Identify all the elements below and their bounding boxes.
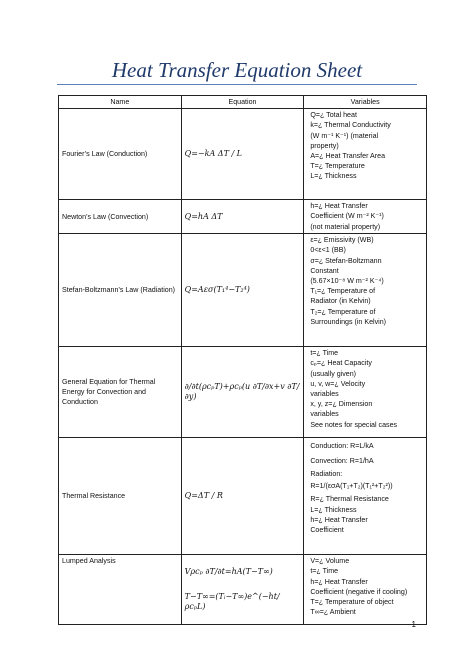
row-equation	[181, 555, 304, 625]
row-equation: Q=hA ΔT	[181, 200, 304, 234]
var-line: Convection: R=1/hA	[310, 457, 374, 466]
var-line: variables	[310, 410, 339, 419]
row-variables	[304, 555, 427, 625]
row-equation: Q=ΔT / R	[181, 438, 304, 555]
var-line: Coefficient (W m⁻² K⁻¹)	[310, 212, 384, 221]
page-title: Heat Transfer Equation Sheet	[111, 58, 363, 82]
var-line: Coefficient (negative if cooling)	[310, 587, 408, 596]
var-line: T=¿ Temperature of object	[310, 598, 394, 607]
var-line: T∞=¿ Ambient	[310, 608, 356, 617]
var-line: L=¿ Thickness	[310, 505, 357, 514]
var-line: A=¿ Heat Transfer Area	[310, 152, 386, 161]
table-row	[59, 234, 427, 347]
lumped-equation-1: Vρcₚ ∂T/∂t=hA(T−T∞)	[184, 567, 273, 577]
row-equation: Q=Aεσ(T₁⁴−T₂⁴)	[181, 234, 304, 347]
table-row	[59, 347, 427, 438]
var-line: Radiator (in Kelvin)	[310, 297, 371, 306]
var-line: (not material property)	[310, 222, 381, 231]
row-name: General Equation for Thermal Energy for Convection and Conduction	[59, 347, 182, 438]
var-line: Constant	[310, 266, 339, 275]
var-line: x, y, z=¿ Dimension	[310, 400, 373, 409]
var-line: t=¿ Time	[310, 567, 339, 576]
row-name: Lumped Analysis	[59, 555, 182, 625]
row-variables	[304, 438, 427, 555]
var-line: h=¿ Heat Transfer	[310, 202, 368, 211]
var-line: variables	[310, 390, 339, 399]
var-line: V=¿ Volume	[310, 557, 350, 566]
lumped-equation-2: T−T∞=(Tᵢ−T∞)e^(−ht/ρcₚL)	[184, 591, 280, 611]
row-equation: Q=−kA ΔT / L	[181, 109, 304, 200]
table-row	[59, 438, 427, 555]
row-name: Stefan-Boltzmann’s Law (Radiation)	[59, 234, 182, 347]
var-line: R=¿ Thermal Resistance	[310, 495, 389, 504]
var-line: R=1/(εσA(T₁+T₂)(T₁²+T₂²))	[310, 482, 393, 491]
var-line: L=¿ Thickness	[310, 172, 357, 181]
row-name: Fourier’s Law (Conduction)	[59, 109, 182, 200]
table-row	[59, 200, 427, 234]
var-line: (5.67×10⁻⁸ W m⁻² K⁻⁴)	[310, 277, 384, 286]
header-equation: Equation	[181, 96, 304, 109]
table-row	[59, 555, 427, 625]
var-line: 0<ε<1 (BB)	[310, 246, 346, 255]
table-row	[59, 109, 427, 200]
var-line: ε=¿ Emissivity (WB)	[310, 236, 374, 245]
row-variables	[304, 234, 427, 347]
var-line: (usually given)	[310, 369, 357, 378]
header-name: Name	[59, 96, 182, 109]
title-underline	[57, 84, 417, 85]
var-line: T=¿ Temperature	[310, 162, 365, 171]
var-line: T₂=¿ Temperature of	[310, 307, 376, 316]
var-line: Radiation:	[310, 470, 343, 479]
header-variables: Variables	[304, 96, 427, 109]
row-name: Thermal Resistance	[59, 438, 182, 555]
var-line: Q=¿ Total heat	[310, 111, 357, 120]
var-line: Surroundings (in Kelvin)	[310, 317, 387, 326]
var-line: cₚ=¿ Heat Capacity	[310, 359, 372, 368]
var-line: (W m⁻¹ K⁻¹) (material	[310, 131, 379, 140]
page-number: 1	[411, 620, 416, 629]
var-line: T₁=¿ Temperature of	[310, 287, 376, 296]
row-name: Newton’s Law (Convection)	[59, 200, 182, 234]
var-line: h=¿ Heat Transfer	[310, 515, 368, 524]
var-line: property)	[310, 141, 339, 150]
var-line: σ=¿ Stefan-Boltzmann	[310, 256, 382, 265]
equation-table	[58, 95, 427, 625]
header-row	[59, 96, 427, 109]
var-line: See notes for special cases	[310, 420, 398, 429]
var-line: h=¿ Heat Transfer	[310, 577, 368, 586]
var-line: u, v, w=¿ Velocity	[310, 379, 366, 388]
var-line: Conduction: R=L/kA	[310, 442, 374, 451]
row-equation: ∂/∂t(ρcₚT)+ρcₚ(u ∂T/∂x+v ∂T/∂y)	[181, 347, 304, 438]
row-variables	[304, 347, 427, 438]
var-line: t=¿ Time	[310, 349, 339, 358]
var-line: Coefficient	[310, 526, 344, 535]
var-line: k=¿ Thermal Conductivity	[310, 121, 391, 130]
row-variables	[304, 109, 427, 200]
row-variables	[304, 200, 427, 234]
